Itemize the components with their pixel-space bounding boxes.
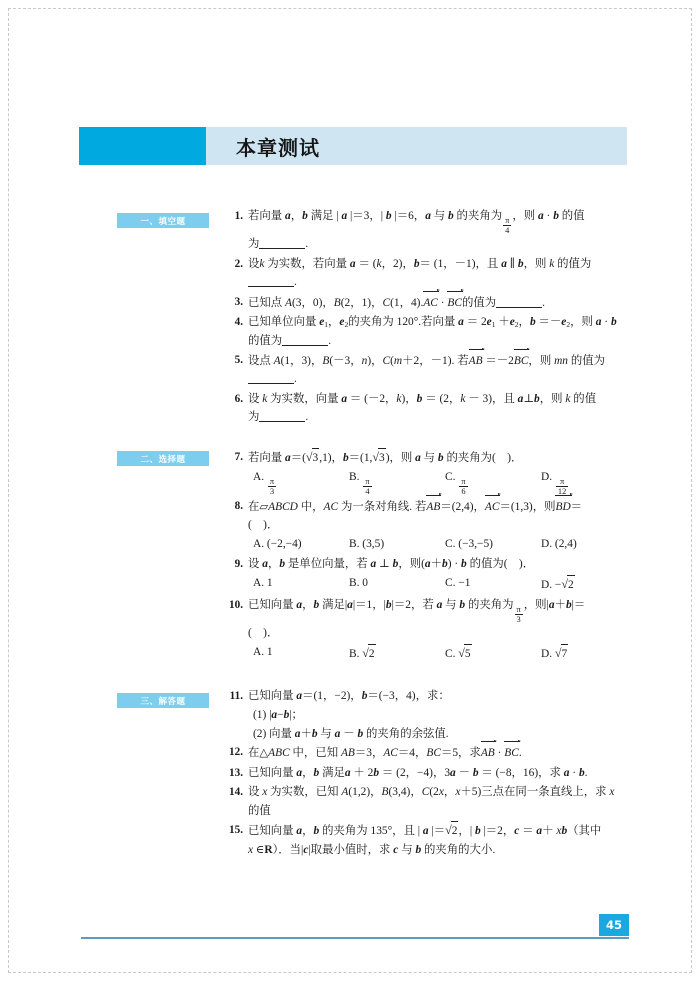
question-text: 在▱ABCD 中，AC 为一条对角线. 若AB＝(2,4)，AC＝(1,3)，则BD＝ ( )． (248, 497, 637, 535)
option-b[interactable]: B. $\frac{\pi}{4}$ (349, 471, 370, 497)
option-c[interactable]: C. −1 (445, 577, 471, 590)
question-text: 已知点 A(3，0)，B(2，1)，C(1，4).AC · BC的值为 . (248, 293, 637, 312)
section-spacer (227, 665, 637, 687)
question-number: 4. (234, 316, 243, 329)
question-item (227, 821, 637, 859)
option-b[interactable]: B. 0 (349, 577, 368, 590)
question-text: 若向量 a，b 满足 | a |＝3，| b |＝6，a 与 b 的夹角为 $\frac{\pi}{4}$ ，则 a · b 的值 为 . (248, 210, 585, 251)
question-item (227, 596, 637, 643)
question-text: 已知向量 a＝(1，−2)，b＝(−3，4)，求： (248, 689, 450, 702)
question-number: 13. (229, 766, 243, 779)
question-item (227, 497, 637, 535)
question-item (227, 293, 637, 312)
question-number: 14. (229, 786, 243, 799)
question-item (227, 783, 637, 820)
questions-column (227, 207, 637, 860)
option-c[interactable]: C. (−3,−5) (445, 538, 493, 551)
question-text: 设点 A(1，3)，B(－3，n)，C(m＋2，－1). 若AB ＝－2BC，则 mn 的值为 . (248, 351, 637, 389)
option-d[interactable]: D. −√2 (541, 574, 637, 595)
option-row (227, 468, 637, 496)
page-frame (8, 8, 692, 973)
question-item (227, 390, 637, 427)
question-item (227, 255, 637, 292)
question-number: 7. (234, 450, 243, 463)
question-number: 10. (229, 598, 243, 611)
question-text: 在△ABC 中，已知 AB＝3，AC＝4，BC＝5，求AB · BC. (248, 743, 637, 762)
question-text: 已知向量 a，b 的夹角为 135°，且 | a |＝√2，| b |＝2，c ＝ a＋ xb（其中 x ∈R）．当|c|取最小值时，求 c 与 b 的夹角的大小. (248, 823, 602, 856)
title-bar (206, 127, 627, 165)
question-item (227, 448, 637, 467)
question-text: 设 k 为实数，向量 a ＝ (－2，k)，b ＝ (2，k － 3)，且 a⊥b，则 k 的值 为 . (248, 392, 597, 424)
question-item (227, 764, 637, 782)
question-item (227, 207, 637, 254)
section-label-solution: 三、解答题 (117, 693, 209, 708)
option-c[interactable]: C. √5 (445, 643, 541, 664)
option-d[interactable]: D. $\frac{\pi}{12}$ (541, 471, 567, 497)
question-item (227, 351, 637, 389)
question-text: 已知单位向量 $e_1$，$e_2$的夹角为 120°.若向量 $a = 2e_1 +e_2$，$b =-e_2$，则 a · b 的值为 . (248, 316, 617, 347)
question-number: 8. (234, 499, 243, 512)
question-text: 设 x 为实数，已知 A(1,2)，B(3,4)，C(2x，x＋5)三点在同一条直线上，求 x 的值 (248, 786, 615, 817)
option-b[interactable]: B. (3,5) (349, 538, 385, 551)
question-text: 设 a，b 是单位向量，若 a ⊥ b，则(a＋b) · b 的值为( )． (248, 557, 535, 570)
section-label-multiple-choice: 二、选择题 (117, 451, 209, 466)
question-item (227, 555, 637, 573)
question-number: 15. (229, 824, 243, 837)
question-number: 12. (229, 746, 243, 759)
option-row (227, 535, 637, 554)
option-a[interactable]: A. 1 (253, 646, 273, 659)
question-text: 已知向量 a，b 满足a ＋ 2b ＝ (2，−4)，3a － b ＝ (−8，16)，求 a · b. (248, 766, 588, 779)
page-number-badge: 45 (599, 914, 629, 936)
question-number: 3. (234, 295, 243, 308)
question-item (227, 313, 637, 350)
chapter-title-band (79, 127, 627, 165)
question-number: 2. (234, 257, 243, 270)
title-color-block (79, 127, 206, 165)
page-content (9, 9, 691, 972)
option-row (227, 643, 637, 664)
footer-rule (81, 937, 629, 939)
option-a[interactable]: A. (−2,−4) (253, 538, 302, 551)
option-c[interactable]: C. $\frac{\pi}{6}$ (445, 471, 466, 497)
page-title: 本章测试 (236, 135, 320, 160)
question-item (227, 743, 637, 762)
section-spacer (227, 428, 637, 448)
option-d[interactable]: D. √7 (541, 643, 637, 664)
option-a[interactable]: A. $\frac{\pi}{3}$ (253, 471, 275, 497)
question-item (227, 687, 637, 705)
question-subitem-2: (2) 向量 a＋b 与 a － b 的夹角的余弦值. (253, 727, 449, 740)
question-number: 9. (234, 557, 243, 570)
option-d[interactable]: D. (2,4) (541, 538, 577, 551)
question-number: 1. (234, 210, 243, 222)
question-number: 11. (229, 689, 243, 702)
question-subitem-1: (1) |a−b|； (253, 709, 303, 722)
question-text: 设k 为实数，若向量 a ＝ (k，2)，b＝ (1，－1)，且 a ∥ b，则 k 的值为 . (248, 257, 592, 289)
question-text: 若向量 a＝(√3,1)，b＝(1,√3)，则 a 与 b 的夹角为( )． (248, 448, 637, 467)
option-a[interactable]: A. 1 (253, 577, 273, 590)
section-label-fill-in-blank: 一、填空题 (117, 213, 209, 228)
option-row (227, 574, 637, 595)
question-number: 5. (234, 354, 243, 366)
question-text: 已知向量 a，b 满足|a|＝1，|b|＝2，若 a 与 b 的夹角为 $\frac{\pi}{3}$ ，则|a＋b|＝ ( )． (248, 598, 586, 639)
question-number: 6. (234, 392, 243, 405)
option-b[interactable]: B. √2 (349, 643, 445, 664)
